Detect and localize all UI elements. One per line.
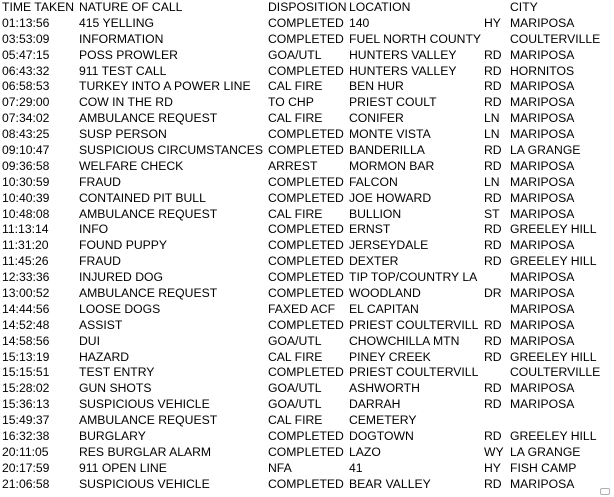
cell-disposition: COMPLETED: [268, 365, 344, 380]
table-row: [0, 318, 614, 334]
cell-time-taken: 15:15:51: [2, 365, 50, 380]
cell-location: EL CAPITAN: [349, 301, 419, 316]
cell-city: FISH CAMP: [510, 460, 577, 475]
header-time-taken: TIME TAKEN: [2, 0, 75, 14]
table-row: [0, 445, 614, 461]
cell-street-suffix: RD: [484, 429, 502, 444]
cell-city: MARIPOSA: [510, 317, 575, 332]
cell-disposition: COMPLETED: [268, 174, 344, 189]
scroll-marker-icon: [600, 488, 610, 495]
header-disposition: DISPOSITION: [268, 0, 347, 14]
cell-nature-of-call: FOUND PUPPY: [79, 238, 168, 253]
cell-nature-of-call: FRAUD: [79, 174, 121, 189]
cell-city: MARIPOSA: [510, 476, 575, 491]
cell-city: LA GRANGE: [510, 143, 581, 158]
cell-street-suffix: LN: [484, 111, 500, 126]
cell-time-taken: 12:33:36: [2, 270, 50, 285]
cell-street-suffix: WY: [484, 444, 504, 459]
cell-disposition: GOA/UTL: [268, 47, 322, 62]
cell-location: JOE HOWARD: [349, 190, 432, 205]
cell-disposition: COMPLETED: [268, 222, 344, 237]
cell-street-suffix: RD: [484, 222, 502, 237]
header-location: LOCATION: [349, 0, 411, 14]
cell-city: MARIPOSA: [510, 158, 575, 173]
table-row: [0, 270, 614, 286]
cell-nature-of-call: WELFARE CHECK: [79, 158, 184, 173]
cell-nature-of-call: INJURED DOG: [79, 270, 163, 285]
cell-location: ERNST: [349, 222, 391, 237]
cell-city: MARIPOSA: [510, 15, 575, 30]
cell-time-taken: 05:47:15: [2, 47, 50, 62]
cell-nature-of-call: RES BURGLAR ALARM: [79, 444, 212, 459]
cell-location: PRIEST COULT: [349, 95, 437, 110]
cell-time-taken: 15:13:19: [2, 349, 50, 364]
cell-city: GREELEY HILL: [510, 349, 597, 364]
table-row: [0, 191, 614, 207]
cell-location: CHOWCHILLA MTN: [349, 333, 460, 348]
table-row: [0, 111, 614, 127]
cell-time-taken: 15:49:37: [2, 413, 50, 428]
cell-disposition: COMPLETED: [268, 127, 344, 142]
cell-disposition: CAL FIRE: [268, 111, 323, 126]
cell-disposition: COMPLETED: [268, 190, 344, 205]
cell-nature-of-call: GUN SHOTS: [79, 381, 152, 396]
cell-disposition: GOA/UTL: [268, 381, 322, 396]
table-row: [0, 413, 614, 429]
cell-location: PRIEST COULTERVILL: [349, 365, 479, 380]
cell-location: FALCON: [349, 174, 398, 189]
cell-nature-of-call: AMBULANCE REQUEST: [79, 206, 218, 221]
cell-location: 140: [349, 15, 370, 30]
cell-location: ASHWORTH: [349, 381, 420, 396]
cell-city: MARIPOSA: [510, 79, 575, 94]
cell-location: DEXTER: [349, 254, 399, 269]
table-row: [0, 429, 614, 445]
cell-street-suffix: RD: [484, 381, 502, 396]
cell-disposition: COMPLETED: [268, 31, 344, 46]
cell-city: MARIPOSA: [510, 47, 575, 62]
header-nature-of-call: NATURE OF CALL: [79, 0, 183, 14]
cell-street-suffix: RD: [484, 349, 502, 364]
table-row: [0, 143, 614, 159]
cell-nature-of-call: INFORMATION: [79, 31, 164, 46]
cell-time-taken: 20:11:05: [2, 444, 49, 459]
table-row: [0, 302, 614, 318]
table-row: [0, 397, 614, 413]
cell-disposition: CAL FIRE: [268, 349, 323, 364]
cell-city: MARIPOSA: [510, 95, 575, 110]
cell-city: MARIPOSA: [510, 381, 575, 396]
cell-time-taken: 07:34:02: [2, 111, 50, 126]
cell-disposition: COMPLETED: [268, 444, 344, 459]
cell-street-suffix: RD: [484, 47, 502, 62]
cell-location: PRIEST COULTERVILL: [349, 317, 479, 332]
cell-disposition: CAL FIRE: [268, 79, 323, 94]
cell-street-suffix: RD: [484, 143, 502, 158]
cell-city: HORNITOS: [510, 63, 575, 78]
cell-nature-of-call: AMBULANCE REQUEST: [79, 286, 218, 301]
cell-street-suffix: RD: [484, 190, 502, 205]
table-row: [0, 32, 614, 48]
cell-time-taken: 01:13:56: [2, 15, 50, 30]
cell-disposition: COMPLETED: [268, 317, 344, 332]
cell-city: GREELEY HILL: [510, 254, 597, 269]
cell-street-suffix: RD: [484, 397, 502, 412]
table-row: [0, 207, 614, 223]
cell-nature-of-call: SUSPICIOUS VEHICLE: [79, 476, 210, 491]
cell-time-taken: 09:36:58: [2, 158, 50, 173]
cell-city: MARIPOSA: [510, 270, 575, 285]
cell-time-taken: 13:00:52: [2, 286, 50, 301]
cell-location: HUNTERS VALLEY: [349, 63, 457, 78]
cell-time-taken: 08:43:25: [2, 127, 50, 142]
cell-disposition: COMPLETED: [268, 63, 344, 78]
cell-city: GREELEY HILL: [510, 222, 597, 237]
cell-nature-of-call: TURKEY INTO A POWER LINE: [79, 79, 251, 94]
cell-location: WOODLAND: [349, 286, 421, 301]
cell-street-suffix: RD: [484, 317, 502, 332]
cell-location: BULLION: [349, 206, 402, 221]
cell-street-suffix: DR: [484, 286, 502, 301]
cell-city: MARIPOSA: [510, 111, 575, 126]
cell-nature-of-call: SUSP PERSON: [79, 127, 167, 142]
cell-location: DOGTOWN: [349, 429, 414, 444]
cell-location: JERSEYDALE: [349, 238, 429, 253]
cell-nature-of-call: COW IN THE RD: [79, 95, 173, 110]
cell-nature-of-call: INFO: [79, 222, 109, 237]
cell-time-taken: 16:32:38: [2, 429, 50, 444]
cell-street-suffix: HY: [484, 460, 501, 475]
cell-city: MARIPOSA: [510, 238, 575, 253]
cell-time-taken: 14:58:56: [2, 333, 50, 348]
cell-time-taken: 14:44:56: [2, 301, 50, 316]
table-row: [0, 254, 614, 270]
cell-street-suffix: LN: [484, 127, 500, 142]
cell-time-taken: 06:43:32: [2, 63, 50, 78]
cell-disposition: COMPLETED: [268, 270, 344, 285]
cell-street-suffix: RD: [484, 333, 502, 348]
cell-street-suffix: LN: [484, 174, 500, 189]
cell-location: LAZO: [349, 444, 381, 459]
cell-time-taken: 09:10:47: [2, 143, 50, 158]
cell-city: MARIPOSA: [510, 397, 575, 412]
cell-city: GREELEY HILL: [510, 429, 597, 444]
table-row: [0, 159, 614, 175]
cell-location: 41: [349, 460, 363, 475]
cell-disposition: NFA: [268, 460, 292, 475]
cell-street-suffix: RD: [484, 476, 502, 491]
table-row: [0, 175, 614, 191]
cell-time-taken: 20:17:59: [2, 460, 50, 475]
cell-disposition: COMPLETED: [268, 476, 344, 491]
table-row: [0, 461, 614, 477]
cell-nature-of-call: SUSPICIOUS CIRCUMSTANCES: [79, 143, 263, 158]
cell-city: MARIPOSA: [510, 174, 575, 189]
cell-time-taken: 10:40:39: [2, 190, 50, 205]
cell-location: BEAR VALLEY: [349, 476, 431, 491]
cell-time-taken: 10:48:08: [2, 206, 50, 221]
cell-nature-of-call: 415 YELLING: [79, 15, 154, 30]
cell-nature-of-call: FRAUD: [79, 254, 121, 269]
cell-nature-of-call: HAZARD: [79, 349, 130, 364]
table-row: [0, 238, 614, 254]
cell-street-suffix: HY: [484, 15, 501, 30]
table-row: [0, 79, 614, 95]
header-city: CITY: [510, 0, 538, 14]
table-row: [0, 381, 614, 397]
cell-nature-of-call: AMBULANCE REQUEST: [79, 111, 218, 126]
table-row: [0, 64, 614, 80]
cell-location: MORMON BAR: [349, 158, 435, 173]
cell-disposition: COMPLETED: [268, 143, 344, 158]
cell-disposition: GOA/UTL: [268, 397, 322, 412]
cell-city: MARIPOSA: [510, 206, 575, 221]
cell-time-taken: 15:28:02: [2, 381, 50, 396]
cell-street-suffix: ST: [484, 206, 500, 221]
cell-location: CONIFER: [349, 111, 404, 126]
cell-street-suffix: RD: [484, 158, 502, 173]
cell-disposition: ARREST: [268, 158, 318, 173]
cell-nature-of-call: CONTAINED PIT BULL: [79, 190, 206, 205]
cell-nature-of-call: 911 TEST CALL: [79, 63, 167, 78]
cell-nature-of-call: DUI: [79, 333, 100, 348]
table-row: [0, 334, 614, 350]
cell-time-taken: 11:45:26: [2, 254, 49, 269]
cell-time-taken: 03:53:09: [2, 31, 50, 46]
cell-city: MARIPOSA: [510, 301, 575, 316]
cell-disposition: COMPLETED: [268, 254, 344, 269]
cell-nature-of-call: LOOSE DOGS: [79, 301, 161, 316]
cell-nature-of-call: TEST ENTRY: [79, 365, 155, 380]
cell-nature-of-call: ASSIST: [79, 317, 123, 332]
cell-location: BEN HUR: [349, 79, 404, 94]
cell-city: LA GRANGE: [510, 444, 581, 459]
cell-disposition: CAL FIRE: [268, 206, 323, 221]
cell-location: HUNTERS VALLEY: [349, 47, 457, 62]
cell-nature-of-call: SUSPICIOUS VEHICLE: [79, 397, 210, 412]
cell-street-suffix: RD: [484, 63, 502, 78]
cell-time-taken: 06:58:53: [2, 79, 50, 94]
table-header-row: [0, 0, 614, 16]
cell-time-taken: 10:30:59: [2, 174, 50, 189]
table-row: [0, 477, 614, 493]
cell-city: MARIPOSA: [510, 333, 575, 348]
cell-location: BANDERILLA: [349, 143, 425, 158]
cell-disposition: FAXED ACF: [268, 301, 336, 316]
table-row: [0, 286, 614, 302]
table-body: [0, 16, 614, 493]
cell-time-taken: 07:29:00: [2, 95, 50, 110]
table-row: [0, 222, 614, 238]
cell-time-taken: 11:31:20: [2, 238, 49, 253]
cell-city: MARIPOSA: [510, 286, 575, 301]
table-row: [0, 48, 614, 64]
cell-location: TIP TOP/COUNTRY LA: [349, 270, 478, 285]
table-row: [0, 16, 614, 32]
table-row: [0, 365, 614, 381]
cell-location: PINEY CREEK: [349, 349, 431, 364]
cell-location: DARRAH: [349, 397, 401, 412]
cell-location: FUEL NORTH COUNTY: [349, 31, 482, 46]
cell-disposition: COMPLETED: [268, 238, 344, 253]
table-row: [0, 127, 614, 143]
cell-disposition: COMPLETED: [268, 429, 344, 444]
cell-street-suffix: RD: [484, 95, 502, 110]
cell-street-suffix: RD: [484, 79, 502, 94]
cell-disposition: COMPLETED: [268, 286, 344, 301]
cell-location: MONTE VISTA: [349, 127, 431, 142]
cell-disposition: TO CHP: [268, 95, 314, 110]
cell-city: MARIPOSA: [510, 190, 575, 205]
cell-street-suffix: RD: [484, 254, 502, 269]
cell-nature-of-call: AMBULANCE REQUEST: [79, 413, 218, 428]
cell-location: CEMETERY: [349, 413, 417, 428]
table-row: [0, 95, 614, 111]
cell-city: COULTERVILLE: [510, 365, 601, 380]
cell-time-taken: 14:52:48: [2, 317, 50, 332]
cell-time-taken: 21:06:58: [2, 476, 50, 491]
cell-disposition: CAL FIRE: [268, 413, 323, 428]
cell-city: MARIPOSA: [510, 127, 575, 142]
cell-city: COULTERVILLE: [510, 31, 601, 46]
cell-nature-of-call: BURGLARY: [79, 429, 146, 444]
cell-disposition: GOA/UTL: [268, 333, 322, 348]
cell-disposition: COMPLETED: [268, 15, 344, 30]
cell-time-taken: 11:13:14: [2, 222, 49, 237]
table-row: [0, 350, 614, 366]
cell-street-suffix: RD: [484, 238, 502, 253]
cell-nature-of-call: POSS PROWLER: [79, 47, 178, 62]
cell-nature-of-call: 911 OPEN LINE: [79, 460, 167, 475]
cell-time-taken: 15:36:13: [2, 397, 50, 412]
